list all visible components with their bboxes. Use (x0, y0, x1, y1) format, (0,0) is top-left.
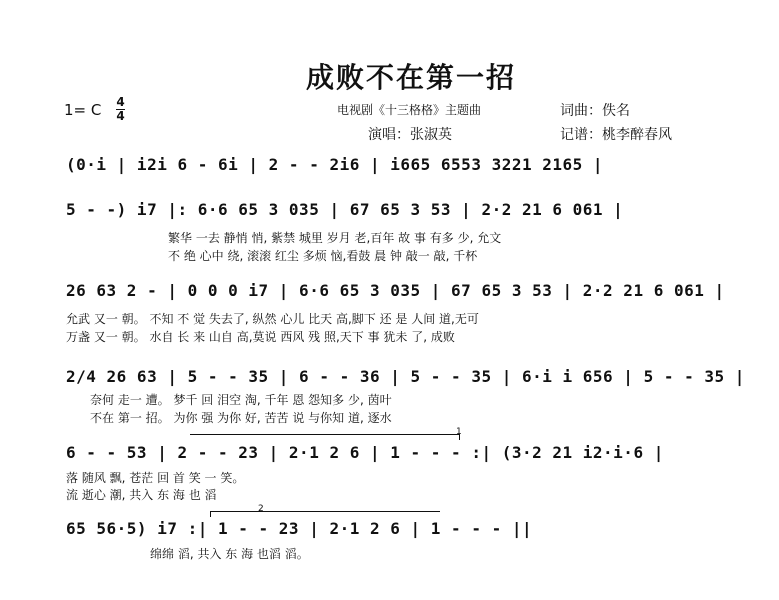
subtitle: 电视剧《十三格格》主题曲 (337, 103, 482, 117)
singer-credit: 演唱：张淑英 (368, 127, 452, 143)
notes-row-5: 6 - - 53 | 2 - - 23 | 2·1 2 6 | 1 - - - :| (3·2 21 i2·i·6 | (66, 443, 664, 462)
notes-row-6: 65 56·5) i7 :| 1 - - 23 | 2·1 2 6 | 1 - - - || (66, 519, 533, 538)
lyrics-row-5-verse-2: 流 逝心 潮, 共入 东 海 也 滔 (66, 488, 217, 502)
lyrics-row-4-verse-1: 奈何 走一 遭。 梦千 回 泪空 淘, 千年 恩 怨知多 少, 茵叶 (90, 393, 392, 407)
lyrics-row-6-verse-1: 绵绵 滔, 共入 东 海 也滔 滔。 (150, 547, 309, 561)
notes-row-1: (0·i | i2i 6 - 6i | 2 - - 2i6 | i665 6553 3221 2165 | (66, 155, 604, 174)
notes-row-3: 26 63 2 - | 0 0 0 i7 | 6·6 65 3 035 | 67 65 3 53 | 2·2 21 6 061 | (66, 281, 725, 300)
lyrics-row-5-verse-1: 落 随风 飘, 苍茫 回 首 笑 一 笑。 (66, 471, 245, 485)
notes-row-4: 2/4 26 63 | 5 - - 35 | 6 - - 36 | 5 - - 35 | 6·i i 656 | 5 - - 35 | (66, 367, 745, 386)
lyricist-credit: 词曲：佚名 (560, 103, 630, 119)
volta-2-hook (210, 511, 211, 517)
volta-2-bracket (210, 511, 440, 512)
volta-1-bracket (190, 434, 460, 435)
time-signature-bottom: 4 (116, 109, 125, 123)
lyrics-row-3-verse-2: 万盏 又一 朝。 水自 长 来 山自 高,莫说 西风 残 照,天下 事 犹未 了, 成败 (66, 330, 455, 344)
volta-2-label: 2 (258, 504, 264, 514)
lyrics-row-2-verse-2: 不 绝 心中 绕, 滚滚 红尘 多烦 恼,看鼓 晨 钟 敲一 敲, 千杯 (168, 249, 478, 263)
time-signature-top: 4 (116, 95, 125, 109)
time-signature (116, 96, 125, 123)
song-title: 成败不在第一招 (306, 61, 517, 94)
lyrics-row-4-verse-2: 不在 第一 招。 为你 强 为你 好, 苦苦 说 与你知 道, 逐水 (90, 411, 392, 425)
volta-1-label: 1 (456, 427, 462, 437)
transcriber-credit: 记谱：桃李醉春风 (560, 127, 672, 143)
lyrics-row-2-verse-1: 繁华 一去 静悄 悄, 紫禁 城里 岁月 老,百年 故 事 有多 少, 允文 (168, 231, 502, 245)
lyrics-row-3-verse-1: 允武 又一 朝。 不知 不 觉 失去了, 纵然 心儿 比天 高,脚下 还 是 人间 道,无可 (66, 312, 479, 326)
key-signature: 1= C (64, 101, 102, 119)
notes-row-2: 5 - -) i7 |: 6·6 65 3 035 | 67 65 3 53 | 2·2 21 6 061 | (66, 200, 624, 219)
